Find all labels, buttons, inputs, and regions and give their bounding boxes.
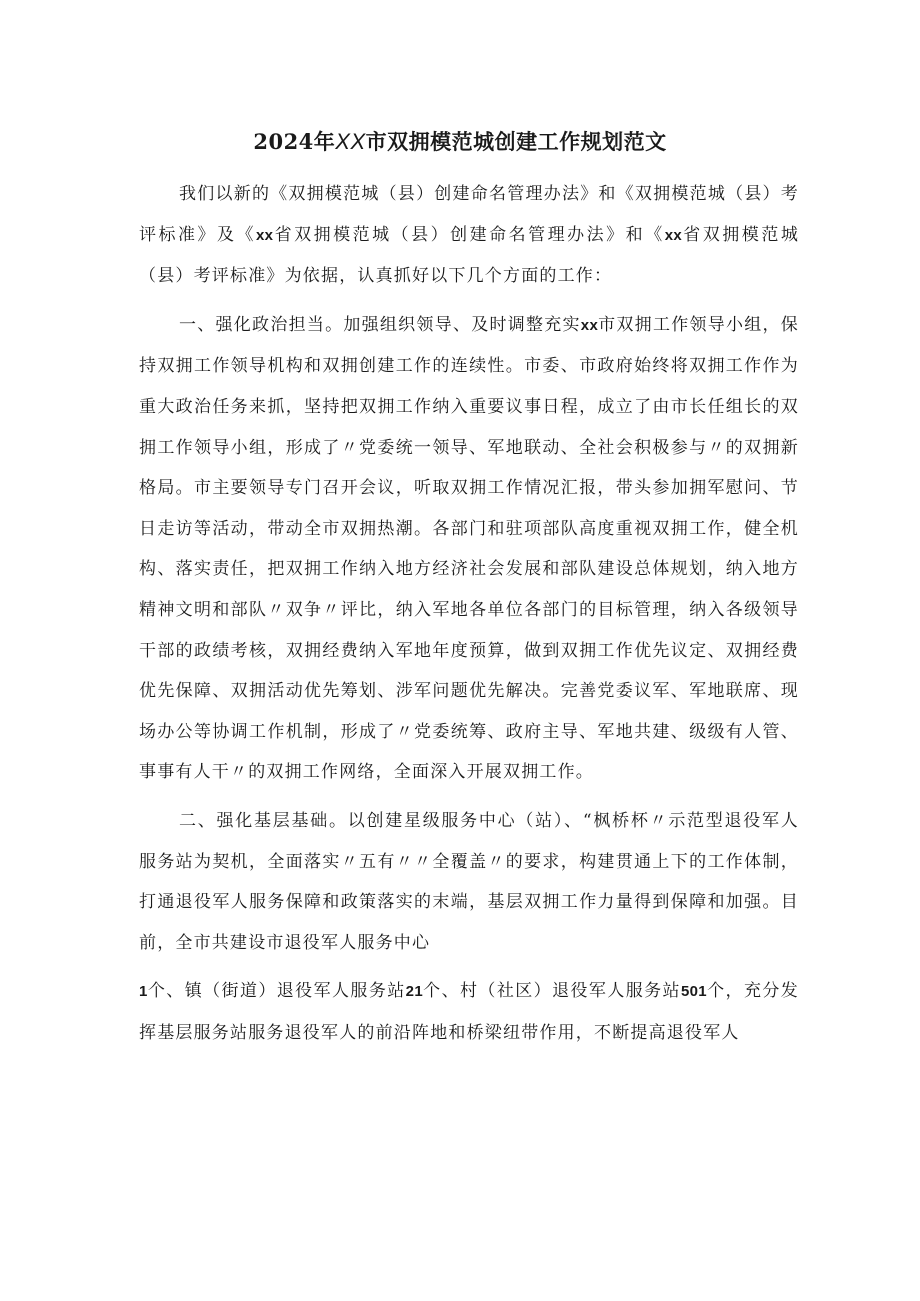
text-run-bold: xx [580,316,599,334]
text-run: 个，充分发挥基层服务站服务退役军人的前沿阵地和桥梁纽带作用，不断提高退役军人 [139,981,799,1043]
paragraph-section-1 [139,305,799,793]
text-run: 个、村（社区）退役军人服务站 [422,981,681,1002]
text-run-bold: xx [664,226,682,244]
paragraph-section-2-continued [139,971,799,1053]
text-run-bold: 501 [680,983,707,1001]
text-run: 一、强化政治担当。加强组织领导、及时调整充实 [179,314,581,335]
text-run: 省双拥模范城（县）考评标准》为依据，认真抓好以下几个方面的工作： [139,224,800,287]
text-run: 市双拥工作领导小组，保持双拥工作领导机构和双拥创建工作的连续性。市委、市政府始终将双拥工作作为重大政治任务来抓，坚持把双拥工作纳入重要议事日程，成立了由市长任组长的双拥工作领导小组，形成了〃党委统一领导、军地联动、全社会积极参与〃的双拥新格局。市主要领导专门召开会议，听取双拥工作情况汇报，带头参加拥军慰问、节日走访等活动，带动全市双拥热潮。各部门和驻项部队高度重视双拥工作，健全机构、落实责任，把双拥工作纳入地方经济社会发展和部队建设总体规划，纳入地方精神文明和部队〃双争〃评比，纳入军地各单位各部门的目标管理，纳入各级领导干部的政绩考核，双拥经费纳入军地年度预算，做到双拥工作优先议定、双拥经费优先保障、双拥活动优先筹划、涉军问题优先解决。完善党委议军、军地联席、现场办公等协调工作机制，形成了〃党委统筹、政府主导、军地共建、级级有人管、事事有人干〃的双拥工作网络，全面深入开展双拥工作。 [139,314,799,783]
title-rest: 市双拥模范城创建工作规划范文 [365,129,667,154]
text-run-bold: 1 [139,983,148,1001]
document-title [0,126,920,158]
text-run: 省双拥模范城（县）创建命名管理办法》和《 [273,224,665,245]
text-run-bold: xx [256,226,274,244]
document-body [139,174,799,1053]
paragraph-intro [139,174,799,297]
title-city: XX [335,129,366,154]
title-year: 2024年 [253,129,336,154]
text-run: 个、镇（街道）退役军人服务站 [147,981,406,1002]
text-run: 我们以新的《双拥模范城（县）创建命名管理办法》和《双拥模范城（县）考评标准》及《 [139,184,799,245]
text-run-bold: 21 [405,983,423,1001]
paragraph-section-2: 二、强化基层基础。以创建星级服务中心（站）、“枫桥杯〃示范型退役军人服务站为契机，全面落实〃五有〃〃全覆盖〃的要求，构建贯通上下的工作体制，打通退役军人服务保障和政策落实的末端，基层双拥工作力量得到保障和加强。目前，全市共建设市退役军人服务中心 [139,810,799,953]
